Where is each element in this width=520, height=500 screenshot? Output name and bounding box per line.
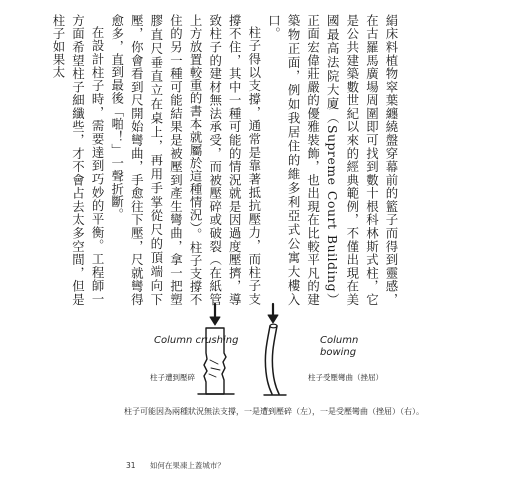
crushing-column-drawing [198,304,234,394]
bowing-handwritten-label [320,335,370,359]
bowing-handwritten-text: Column bowing [320,335,359,358]
page-footer [126,460,225,471]
crushing-caption-label: 柱子遭到壓碎 [150,373,195,382]
chapter-title: 如何在果凍上蓋城市？ [149,461,225,470]
figure-caption: 柱子可能因為兩種狀況無法支撐，一是遭到壓碎（左），一是受壓彎曲（挫屈）（右）。 [124,407,424,416]
body-text [50,14,401,306]
paragraph-2: 柱子得以支撐，通常是靠著抵抗壓力，而柱子支撐不住，其中一種可能的情況就是因過度壓擠，導致柱子的建材無法承受，而被壓碎或破裂（在紙管上方放置較重的書本就屬於這種情況）。柱子支撐不住的另一種可能結果是被壓到產生彎曲，拿一把塑膠直尺垂直立在桌上，再用手掌從尺的頂端向下壓，你會看到尺開始彎曲，手愈往下壓，尺就彎得愈多，直到最後「啪！」一聲折斷。 [109,14,262,306]
bowing-column-drawing [264,304,286,395]
bowing-caption-label: 柱子受壓彎曲（挫屈） [308,373,383,382]
crushing-handwritten-label [154,335,238,347]
crushing-handwritten-text: Column crushing [154,335,239,346]
column-illustration [140,302,400,397]
paragraph-1: 絹床料植物窣葉纏繞盤穿幕前的籃子而得到靈感，在古羅馬廣場周圍即可找到數十根科林斯式柱，它是公共建築數世紀以來的經典範例，不僅出現在美國最高法院大廈（Supreme Court Building）正面宏偉莊嚴的優雅裝飾，也出現在比較平凡的建築物正面，例如我居住的維多利亞式公寓大樓入口。 [266,14,399,306]
page-number: 31 [126,461,136,470]
paragraph-3: 在設計柱子時，需要達到巧妙的平衡。工程師一方面希望柱子細纖些，才不會占去太多空間，但是柱子如果太 [50,14,106,306]
